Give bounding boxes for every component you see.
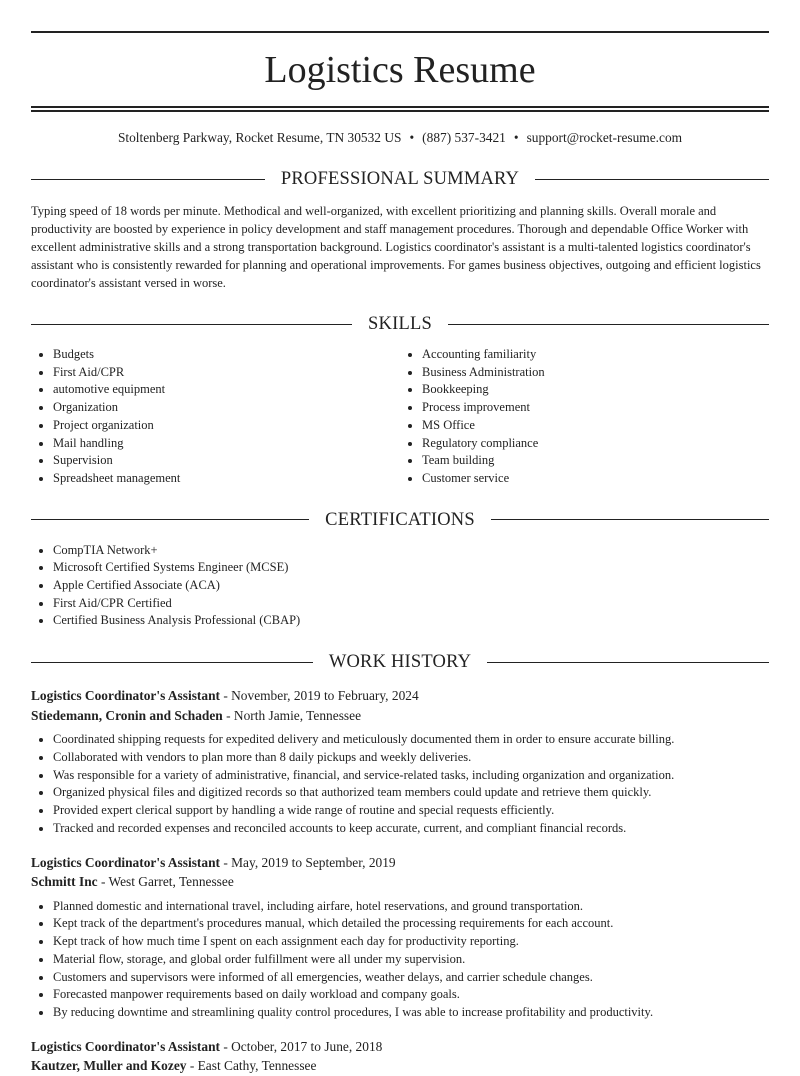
title-double-rule	[31, 106, 769, 112]
job-company: Schmitt Inc	[31, 874, 98, 890]
job-duty: • Planned domestic and international travel, including airfare, hotel reservations, and ground transportation.	[53, 898, 769, 916]
job-company: Stiedemann, Cronin and Schaden	[31, 707, 223, 723]
work-history-heading-label: WORK HISTORY	[328, 652, 472, 673]
job-title-line	[31, 853, 769, 873]
job-duty: • Collaborated with vendors to plan more than 8 daily pickups and weekly deliveries.	[53, 749, 769, 767]
job-duty: • Forecasted manpower requirements based on daily workload and company goals.	[53, 986, 769, 1004]
job-title: Logistics Coordinator's Assistant	[31, 1038, 220, 1054]
skill-item: • Organization	[53, 399, 400, 417]
skills-heading-label: SKILLS	[368, 314, 432, 334]
job-duty: • Kept track of how much time I spent on each assignment each day for productivity reporting.	[53, 933, 769, 951]
certifications-heading	[31, 508, 769, 532]
contact-separator: •	[513, 130, 519, 145]
heading-rule	[535, 179, 769, 180]
heading-rule	[491, 519, 769, 520]
contact-email: support@rocket-resume.com	[526, 130, 683, 145]
contact-line	[31, 129, 769, 147]
job-company-line	[31, 706, 769, 726]
certification-item: • Certified Business Analysis Professional (CBAP)	[53, 612, 769, 630]
certification-item: • Apple Certified Associate (ACA)	[53, 577, 769, 595]
skills-columns	[31, 346, 769, 488]
top-rule	[31, 31, 769, 33]
job-duty: • Tracked and recorded expenses and reconciled accounts to keep accurate, current, and compliant financial records.	[53, 820, 769, 838]
heading-rule	[448, 324, 769, 325]
job-title: Logistics Coordinator's Assistant	[31, 854, 220, 870]
job-duty: • Provided expert clerical support by handling a wide range of routine and special requests efficiently.	[53, 802, 769, 820]
job-entry	[31, 686, 769, 837]
job-title-line	[31, 686, 769, 706]
skill-item: • Budgets	[53, 346, 400, 364]
heading-rule	[487, 662, 769, 663]
job-duty: • Organized physical files and digitized records so that authorized team members could update and retrieve them quickly.	[53, 784, 769, 802]
summary-heading	[31, 167, 769, 191]
job-dates: - May, 2019 to September, 2019	[219, 854, 396, 870]
job-duty: • Customers and supervisors were informed of all emergencies, weather delays, and carrier schedule changes.	[53, 969, 769, 987]
heading-rule	[31, 519, 309, 520]
resume-page	[31, 0, 769, 1076]
job-dates: - November, 2019 to February, 2024	[219, 688, 419, 704]
job-duties-list	[31, 731, 769, 837]
skill-item: • Spreadsheet management	[53, 470, 400, 488]
certifications-list	[31, 542, 769, 631]
skill-item: • Process improvement	[422, 399, 769, 417]
skill-item: • Supervision	[53, 452, 400, 470]
job-location: - West Garret, Tennessee	[97, 874, 234, 890]
job-entry	[31, 1037, 769, 1076]
job-company-line	[31, 872, 769, 892]
job-duty: • Kept track of the department's procedures manual, which detailed the processing requirements for each account.	[53, 915, 769, 933]
heading-rule	[31, 324, 352, 325]
job-location: - East Cathy, Tennessee	[186, 1058, 317, 1074]
job-company-line	[31, 1056, 769, 1076]
skill-item: • automotive equipment	[53, 381, 400, 399]
job-duty: • Coordinated shipping requests for expedited delivery and meticulously documented them in order to ensure accurate billing.	[53, 731, 769, 749]
job-company: Kautzer, Muller and Kozey	[31, 1058, 187, 1074]
job-title-line	[31, 1037, 769, 1057]
skill-item: • Team building	[422, 452, 769, 470]
skill-item: • Bookkeeping	[422, 381, 769, 399]
skill-item: • Accounting familiarity	[422, 346, 769, 364]
page-title: Logistics Resume	[264, 49, 536, 91]
job-location: - North Jamie, Tennessee	[222, 707, 362, 723]
skill-item: • Mail handling	[53, 435, 400, 453]
contact-address: Stoltenberg Parkway, Rocket Resume, TN 30532 US	[117, 130, 402, 145]
summary-heading-label: PROFESSIONAL SUMMARY	[280, 169, 520, 189]
job-duty: • By reducing downtime and streamlining quality control procedures, I was able to increase profitability and productivity.	[53, 1004, 769, 1022]
contact-separator: •	[409, 130, 415, 145]
summary-text: Typing speed of 18 words per minute. Methodical and well-organized, with excellent prioritizing and planning skills. Overall morale and productivity are boosted by experience in policy development and staff management procedures. Thorough and dependable Office Worker with excellent administrative skills and a strong transportation background. Logistics coordinator's assistant is a multi-talented logistics coordinator's assistant who is consistently rewarded for planning and operational improvements. For games business objectives, outgoing and efficient logistics coordinator's assistant versed in worse.	[31, 204, 761, 290]
skill-item: • Business Administration	[422, 364, 769, 382]
heading-rule	[31, 179, 265, 180]
contact-phone: (887) 537-3421	[422, 130, 506, 145]
certification-item: • CompTIA Network+	[53, 542, 769, 560]
skill-item: • MS Office	[422, 417, 769, 435]
skills-heading	[31, 312, 769, 336]
skill-item: • Customer service	[422, 470, 769, 488]
certifications-heading-label: CERTIFICATIONS	[325, 509, 475, 530]
work-history-heading	[31, 650, 769, 674]
job-entry	[31, 853, 769, 1022]
certification-item: • First Aid/CPR Certified	[53, 595, 769, 613]
job-duty: • Was responsible for a variety of administrative, financial, and service-related tasks, including organization and organization.	[53, 767, 769, 785]
job-title: Logistics Coordinator's Assistant	[31, 688, 220, 704]
skill-item: • Regulatory compliance	[422, 435, 769, 453]
skills-list-right	[400, 346, 769, 488]
certification-item: • Microsoft Certified Systems Engineer (MCSE)	[53, 559, 769, 577]
skills-list-left	[31, 346, 400, 488]
heading-rule	[31, 662, 313, 663]
skill-item: • Project organization	[53, 417, 400, 435]
job-dates: - October, 2017 to June, 2018	[219, 1038, 383, 1054]
skill-item: • First Aid/CPR	[53, 364, 400, 382]
job-duties-list	[31, 898, 769, 1022]
job-duty: • Material flow, storage, and global order fulfillment were all under my supervision.	[53, 951, 769, 969]
